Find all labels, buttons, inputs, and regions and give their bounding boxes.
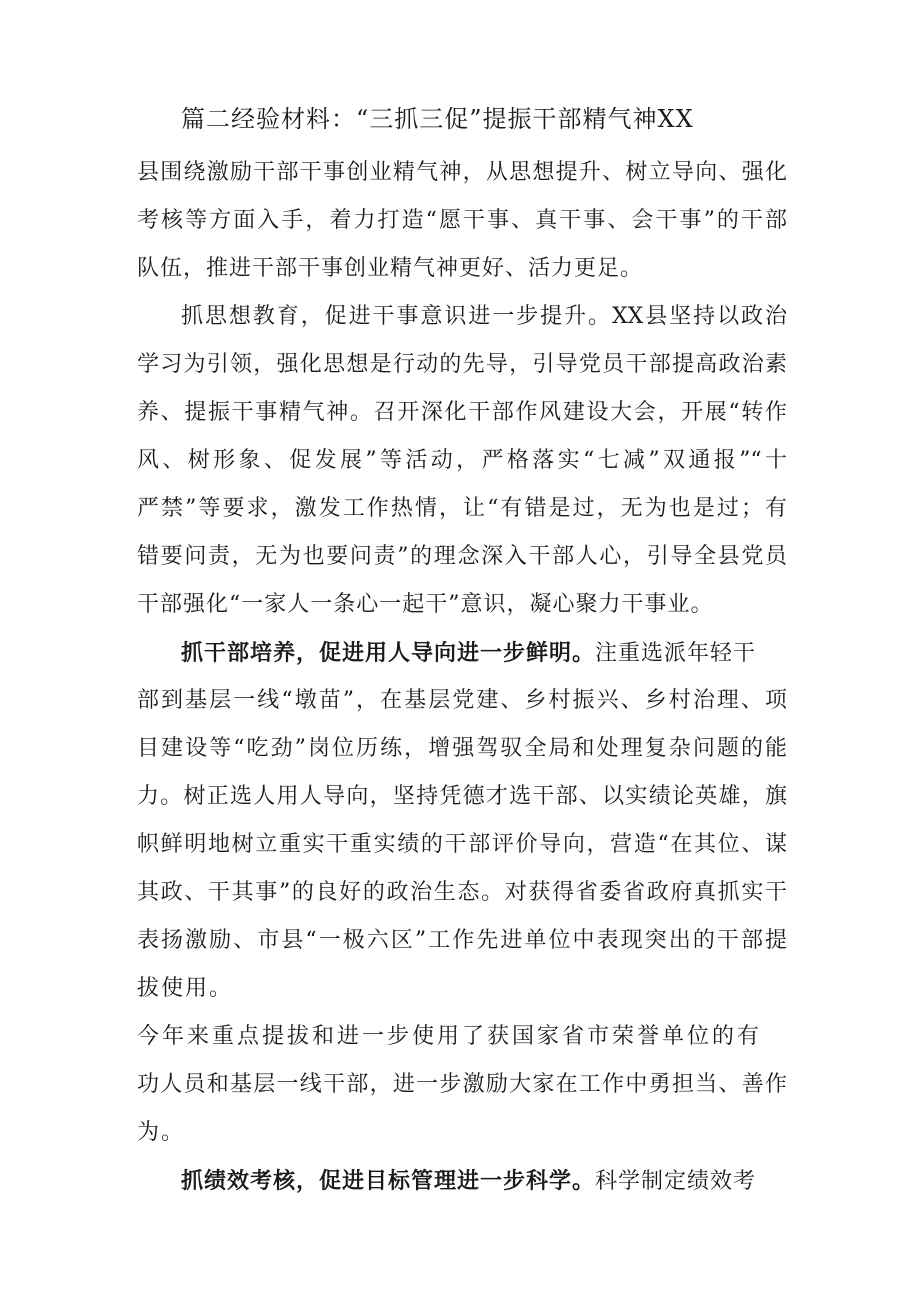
intro-line-1: 县围绕激励干部干事创业精气神，从思想提升、树立导向、强化	[137, 160, 787, 185]
section2-line-10: 为。	[137, 1120, 186, 1145]
section2-line-7: 拔使用。	[137, 976, 234, 1001]
section2-line-6: 表扬激励、市县“一极六区”工作先进单位中表现突出的干部提	[137, 928, 787, 953]
section1-line-3: 风、树形象、促发展”等活动，严格落实“七减”双通报”“十	[137, 448, 787, 473]
document-title: 篇二经验材料：“三抓三促”提振干部精气神XX	[181, 105, 694, 133]
section2-line-3: 力。树正选人用人导向，坚持凭德才选干部、以实绩论英雄，旗	[137, 784, 787, 809]
section2-heading: 抓干部培养，促进用人导向进一步鲜明。	[181, 640, 596, 666]
section2-line-5: 其政、干其事”的良好的政治生态。对获得省委省政府真抓实干	[137, 880, 787, 905]
section2-line-1: 部到基层一线“墩苗”，在基层党建、乡村振兴、乡村治理、项	[137, 688, 787, 713]
intro-line-3: 队伍，推进干部干事创业精气神更好、活力更足。	[137, 256, 644, 281]
section3-heading-tail: 科学制定绩效考	[595, 1169, 757, 1194]
section2-line-8: 今年来重点提拔和进一步使用了获国家省市荣誉单位的有	[137, 1024, 763, 1049]
section1-line-2: 养、提振干事精气神。召开深化干部作风建设大会，开展“转作	[137, 400, 787, 425]
section2-line-2: 目建设等“吃劲”岗位历练，增强驾驭全局和处理复杂问题的能	[137, 736, 787, 761]
section2-line-4: 帜鲜明地树立重实干重实绩的干部评价导向，营造“在其位、谋	[137, 832, 787, 857]
section1-line-6: 干部强化“一家人一条心一起干”意识，凝心聚力干事业。	[137, 592, 714, 617]
section1-line-5: 错要问责，无为也要问责”的理念深入干部人心，引导全县党员	[137, 544, 787, 569]
intro-line-2: 考核等方面入手，着力打造“愿干事、真干事、会干事”的干部	[137, 208, 787, 233]
section1-line-1: 学习为引领，强化思想是行动的先导，引导党员干部提高政治素	[137, 352, 787, 377]
section3-heading-line	[181, 1165, 787, 1197]
section2-line-9: 功人员和基层一线干部，进一步激励大家在工作中勇担当、善作	[137, 1072, 787, 1097]
section1-line-4: 严禁”等要求，激发工作热情，让“有错是过，无为也是过；有	[137, 496, 787, 521]
section3-heading: 抓绩效考核，促进目标管理进一步科学。	[181, 1168, 596, 1194]
section2-heading-tail: 注重选派年轻干	[595, 641, 757, 666]
section1-first-line: 抓思想教育，促进干事意识进一步提升。XX县坚持以政治	[181, 304, 787, 329]
section2-heading-line	[181, 637, 787, 669]
